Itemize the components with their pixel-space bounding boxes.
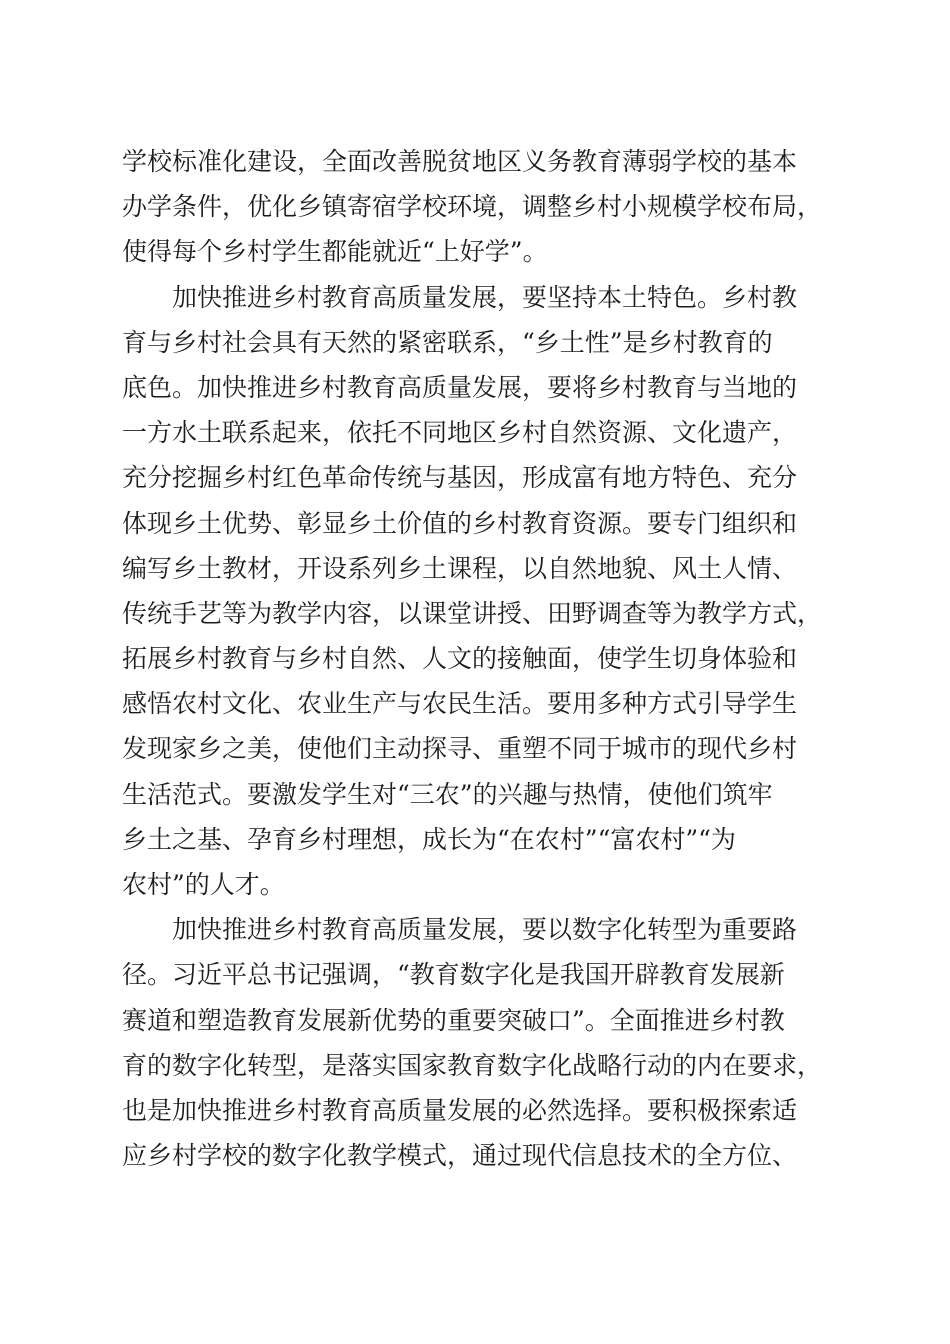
text-line: 赛道和塑造教育发展新优势的重要突破口”。全面推进乡村教 xyxy=(122,1005,785,1035)
text-line: 应乡村学校的数字化教学模式，通过现代信息技术的全方位、 xyxy=(122,1141,798,1171)
text-line: 径。习近平总书记强调，“教育数字化是我国开辟教育发展新 xyxy=(122,960,785,990)
body-text xyxy=(122,139,827,1178)
text-line: 学校标准化建设，全面改善脱贫地区义务教育薄弱学校的基本 xyxy=(122,147,798,176)
text-line: 使得每个乡村学生都能就近“上好学”。 xyxy=(122,237,548,267)
text-line: 感悟农村文化、农业生产与农民生活。要用多种方式引导学生 xyxy=(122,689,798,719)
text-line: 生活范式。要激发学生对“三农”的兴趣与热情，使他们筑牢 xyxy=(122,779,773,809)
text-line: 加快推进乡村教育高质量发展，要坚持本土特色。乡村教 xyxy=(172,282,798,312)
text-line: 一方水土联系起来，依托不同地区乡村自然资源、文化遗产， xyxy=(122,418,798,448)
paragraph xyxy=(122,907,827,1178)
text-line: 体现乡土优势、彰显乡土价值的乡村教育资源。要专门组织和 xyxy=(122,508,798,538)
text-line: 育的数字化转型，是落实国家教育数字化战略行动的内在要求， xyxy=(122,1050,823,1080)
text-line: 也是加快推进乡村教育高质量发展的必然选择。要积极探索适 xyxy=(122,1095,798,1125)
text-line: 乡土之基、孕育乡村理想，成长为“在农村”“富农村”“为 xyxy=(122,824,736,854)
text-line: 办学条件，优化乡镇寄宿学校环境，调整乡村小规模学校布局， xyxy=(122,192,823,222)
text-line: 农村”的人才。 xyxy=(122,870,285,899)
text-line: 编写乡土教材，开设系列乡土课程，以自然地貌、风土人情、 xyxy=(122,553,798,583)
text-line: 育与乡村社会具有天然的紧密联系，“乡土性”是乡村教育的 xyxy=(122,327,773,357)
text-line: 发现家乡之美，使他们主动探寻、重塑不同于城市的现代乡村 xyxy=(122,734,798,764)
text-line: 底色。加快推进乡村教育高质量发展，要将乡村教育与当地的 xyxy=(122,372,798,402)
text-line: 传统手艺等为教学内容，以课堂讲授、田野调查等为教学方式， xyxy=(122,598,823,628)
text-line: 充分挖掘乡村红色革命传统与基因，形成富有地方特色、充分 xyxy=(122,463,798,493)
text-line: 拓展乡村教育与乡村自然、人文的接触面，使学生切身体验和 xyxy=(122,644,798,674)
paragraph xyxy=(122,275,827,908)
paragraph xyxy=(122,139,827,275)
text-line: 加快推进乡村教育高质量发展，要以数字化转型为重要路 xyxy=(172,915,798,945)
